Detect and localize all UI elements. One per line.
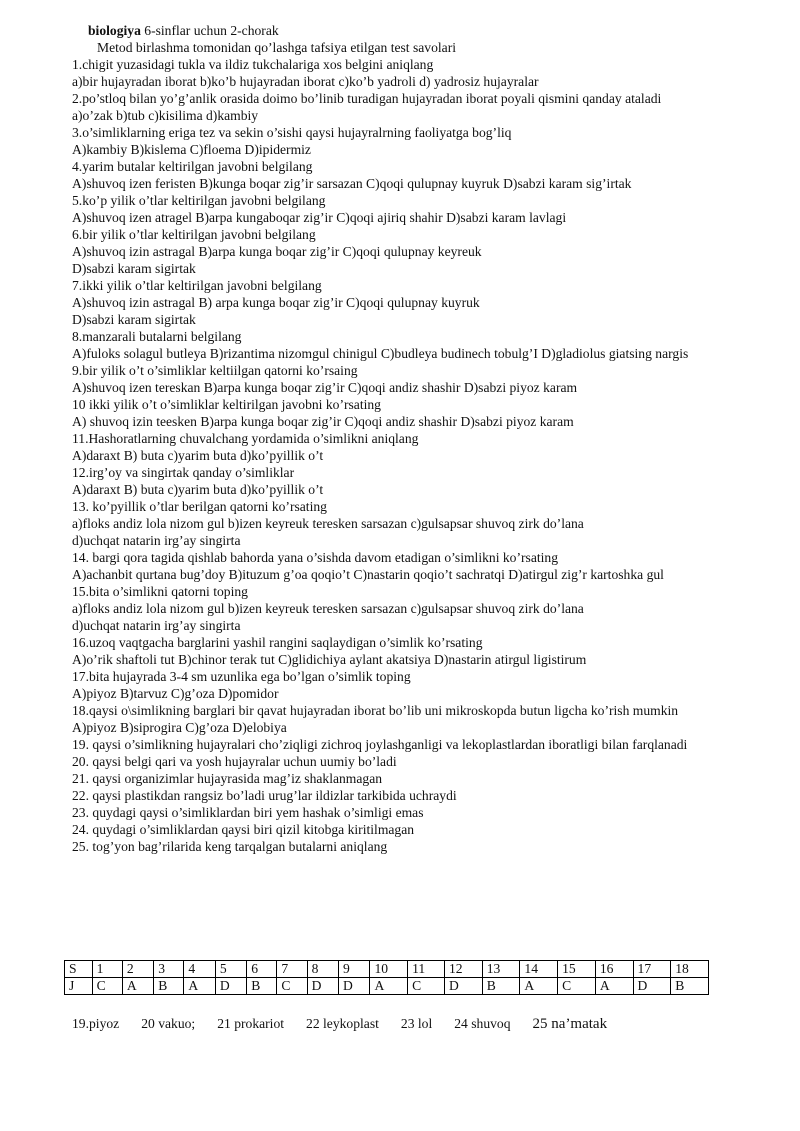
subject-name: biologiya [88,23,141,38]
question-line: A)daraxt B) buta c)yarim buta d)ko’pyillik o’t [72,482,324,497]
question-line: a)bir hujayradan iborat b)ko’b hujayradan iborat c)ko’b yadroli d) yadrosiz hujayralar [72,74,539,89]
written-answer: 19.piyoz [72,1016,120,1031]
answer-key-question-cell: 1 [92,961,122,978]
written-answer: 21 prokariot [217,1016,285,1031]
answer-key-answer-cell: D [445,978,483,995]
answer-key-table [64,960,709,995]
question-line: 5.ko’p yilik o’tlar keltirilgan javobni belgilang [72,193,326,208]
answer-key-question-cell: S [65,961,93,978]
answer-key-question-cell: 18 [671,961,709,978]
question-line: 3.o’simliklarning eriga tez va sekin o’sishi qaysi hujayralrning faoliyatga bog’liq [72,125,512,140]
question-line: 19. qaysi o’simlikning hujayralari cho’ziqligi zichroq joylashganligi va lekoplastlardan iboratligi bilan farqlanadi [72,737,688,752]
answer-key-question-cell: 16 [595,961,633,978]
answer-key-question-cell: 7 [277,961,307,978]
answer-key-answer-cell: A [370,978,408,995]
answer-key-question-cell: 14 [520,961,558,978]
question-line: 16.uzoq vaqtgacha barglarini yashil rangini saqlaydigan o’simlik ko’rsating [72,635,483,650]
answer-key-question-cell: 8 [307,961,338,978]
question-line: D)sabzi karam sigirtak [72,261,196,276]
answer-key-question-cell: 17 [633,961,671,978]
answer-key-question-row [65,961,709,978]
written-answer: 20 vakuo; [141,1016,196,1031]
answer-key-answer-cell: J [65,978,93,995]
written-answers [72,1016,717,1033]
answer-key-question-cell: 2 [122,961,153,978]
document-body [72,22,717,855]
question-line: 11.Hashoratlarning chuvalchang yordamida o’simlikni aniqlang [72,431,419,446]
question-line: A)shuvoq izen atragel B)arpa kungaboqar zig’ir C)qoqi ajiriq shahir D)sabzi karam lavlagi [72,210,567,225]
answer-key-answer-cell: A [520,978,558,995]
answer-key-answer-cell: B [247,978,277,995]
written-answer: 24 shuvoq [454,1016,511,1031]
question-line: 14. bargi qora tagida qishlab bahorda yana o’sishda davom etadigan o’simlikni ko’rsating [72,550,558,565]
written-answer: 22 leykoplast [306,1016,379,1031]
question-line: a)floks andiz lola nizom gul b)izen keyreuk teresken sarsazan c)gulsapsar shuvoq zirk do’lana [72,516,584,531]
question-line: 9.bir yilik o’t o’simliklar keltiilgan qatorni ko’rsaing [72,363,358,378]
question-line: 2.po’stloq bilan yo’g’anlik orasida doimo bo’linib turadigan hujayradan iborat poyali qismini qanday ataladi [72,91,662,106]
answer-key-answer-cell: D [215,978,246,995]
question-line: A)shuvoq izen feristen B)kunga boqar zig’ir sarsazan C)qoqi qulupnay kuyruk D)sabzi karam sig’irtak [72,176,632,191]
answer-key-question-cell: 6 [247,961,277,978]
answer-key-question-cell: 13 [482,961,520,978]
question-line: A)achanbit qurtana bug’doy B)ituzum g’oa qoqio’t C)nastarin qoqio’t sachratqi D)atirgul zig’r kartoshka gul [72,567,664,582]
question-line: d)uchqat natarin irg’ay singirta [72,533,241,548]
question-line: D)sabzi karam sigirtak [72,312,196,327]
question-line: 12.irg’oy va singirtak qanday o’simliklar [72,465,295,480]
question-line: A) shuvoq izin teesken B)arpa kunga boqar zig’ir C)qoqi andiz shashir D)sabzi piyoz karam [72,414,574,429]
question-line: 23. quydagi qaysi o’simliklardan biri yem hashak o’simligi emas [72,805,424,820]
question-line: 21. qaysi organizimlar hujayrasida mag’iz shaklanmagan [72,771,383,786]
answer-key-question-cell: 10 [370,961,408,978]
question-line: A)shuvoq izen tereskan B)arpa kunga boqar zig’ir C)qoqi andiz shashir D)sabzi piyoz karam [72,380,578,395]
answer-key-answer-cell: C [277,978,307,995]
question-line: 8.manzarali butalarni belgilang [72,329,242,344]
answer-key-answer-cell: C [408,978,445,995]
document-title [72,22,717,39]
answer-key-answer-cell: B [671,978,709,995]
answer-key-question-cell: 11 [408,961,445,978]
question-line: 22. qaysi plastikdan rangsiz bo’ladi urug’lar ildizlar tarkibida uchraydi [72,788,457,803]
question-line: a)floks andiz lola nizom gul b)izen keyreuk teresken sarsazan c)gulsapsar shuvoq zirk do’lana [72,601,584,616]
question-line: A)fuloks solagul butleya B)rizantima nizomgul chinigul C)budleya budinech tobulg’I D)gladiolus giatsing nargis [72,346,689,361]
answer-key-question-cell: 15 [558,961,596,978]
question-line: 15.bita o’simlikni qatorni toping [72,584,248,599]
answer-key-answer-cell: C [92,978,122,995]
answer-key-question-cell: 12 [445,961,483,978]
question-line: A)daraxt B) buta c)yarim buta d)ko’pyillik o’t [72,448,324,463]
answer-key-question-cell: 3 [154,961,184,978]
question-line: 10 ikki yilik o’t o’simliklar keltirilgan javobni ko’rsating [72,397,381,412]
question-line: A)shuvoq izin astragal B) arpa kunga boqar zig’ir C)qoqi qulupnay kuyruk [72,295,480,310]
question-line: 7.ikki yilik o’tlar keltirilgan javobni belgilang [72,278,322,293]
question-line: A)piyoz B)tarvuz C)g’oza D)pomidor [72,686,279,701]
question-line: 4.yarim butalar keltirilgan javobni belgilang [72,159,313,174]
question-line: 6.bir yilik o’tlar keltirilgan javobni belgilang [72,227,316,242]
question-line: 13. ko’pyillik o’tlar berilgan qatorni ko’rsating [72,499,327,514]
answer-key-answer-cell: B [482,978,520,995]
answer-key-question-cell: 5 [215,961,246,978]
answer-key-question-cell: 9 [339,961,370,978]
document-subtitle: Metod birlashma tomonidan qo’lashga tafsiya etilgan test savolari [97,40,457,55]
answer-key-answer-cell: A [184,978,215,995]
question-line: 1.chigit yuzasidagi tukla va ildiz tukchalariga xos belgini aniqlang [72,57,434,72]
answer-key-answer-cell: D [339,978,370,995]
answer-key-answer-cell: A [122,978,153,995]
question-line: A)kambiy B)kislema C)floema D)ipidermiz [72,142,311,157]
written-answer: 25 na’matak [532,1016,608,1032]
question-line: A)shuvoq izin astragal B)arpa kunga boqar zig’ir C)qoqi qulupnay keyreuk [72,244,482,259]
answer-key-answer-row [65,978,709,995]
question-line: 25. tog’yon bag’rilarida keng tarqalgan butalarni aniqlang [72,839,388,854]
answer-key-question-cell: 4 [184,961,215,978]
written-answer: 23 lol [400,1016,433,1031]
question-list [72,56,717,855]
question-line: 18.qaysi o\simlikning barglari bir qavat hujayradan iborat bo’lib uni mikroskopda butun ligcha ko’rish mumkin [72,703,679,718]
answer-key-answer-cell: C [558,978,596,995]
question-line: 17.bita hujayrada 3-4 sm uzunlika ega bo’lgan o’simlik toping [72,669,411,684]
question-line: 20. qaysi belgi qari va yosh hujayralar uchun uumiy bo’ladi [72,754,397,769]
answer-key-answer-cell: B [154,978,184,995]
question-line: 24. quydagi o’simliklardan qaysi biri qizil kitobga kiritilmagan [72,822,415,837]
grade-term: 6-sinflar uchun 2-chorak [140,23,279,38]
answer-key-answer-cell: D [307,978,338,995]
question-line: A)piyoz B)siprogira C)g’oza D)elobiya [72,720,287,735]
answer-key-answer-cell: A [595,978,633,995]
question-line: d)uchqat natarin irg’ay singirta [72,618,241,633]
question-line: a)o’zak b)tub c)kisilima d)kambiy [72,108,259,123]
question-line: A)o’rik shaftoli tut B)chinor terak tut C)glidichiya aylant akatsiya D)nastarin atirgul ligistirum [72,652,587,667]
answer-key-answer-cell: D [633,978,671,995]
